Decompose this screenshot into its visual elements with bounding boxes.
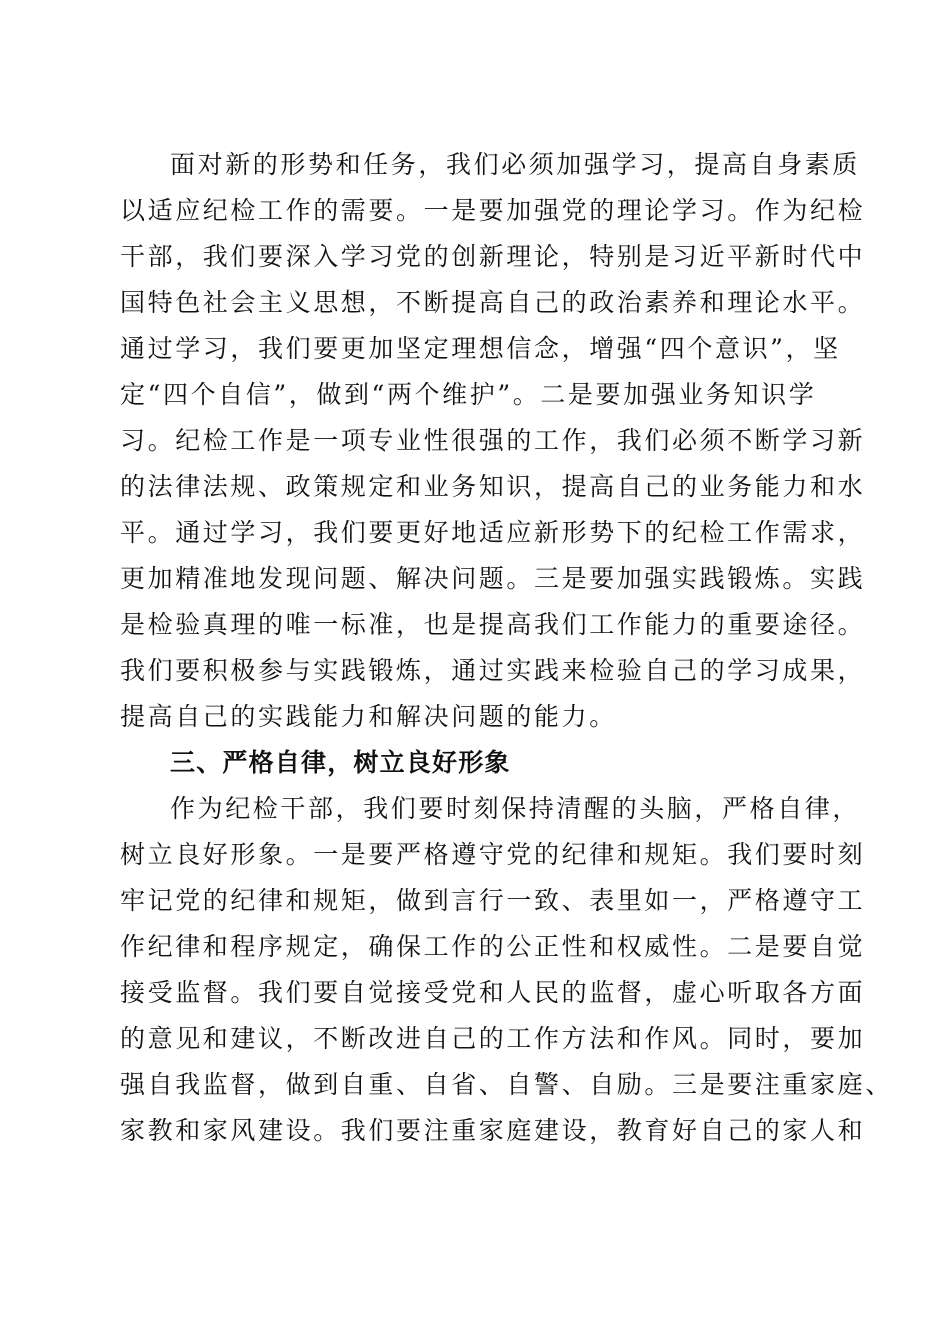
paragraph-line: 接受监督。我们要自觉接受党和人民的监督，虚心听取各方面: [120, 978, 866, 1007]
section-heading: 三、严格自律，树立良好形象: [170, 748, 511, 777]
paragraph-line: 作为纪检干部，我们要时刻保持清醒的头脑，严格自律，: [170, 794, 861, 823]
paragraph-self-discipline: [120, 786, 893, 1154]
document-body: [120, 142, 893, 1154]
paragraph-line: 更加精准地发现问题、解决问题。三是要加强实践锻炼。实践: [120, 564, 866, 593]
paragraph-line: 树立良好形象。一是要严格遵守党的纪律和规矩。我们要时刻: [120, 840, 866, 869]
paragraph-line: 是检验真理的唯一标准，也是提高我们工作能力的重要途径。: [120, 610, 866, 639]
paragraph-line: 通过学习，我们要更加坚定理想信念，增强“四个意识”，坚: [120, 334, 841, 363]
paragraph-line: 强自我监督，做到自重、自省、自警、自励。三是要注重家庭、: [120, 1070, 893, 1099]
paragraph-line: 面对新的形势和任务，我们必须加强学习，提高自身素质: [170, 150, 861, 179]
paragraph-line: 干部，我们要深入学习党的创新理论，特别是习近平新时代中: [120, 242, 866, 271]
paragraph-line: 作纪律和程序规定，确保工作的公正性和权威性。二是要自觉: [120, 932, 866, 961]
paragraph-learning: [120, 142, 866, 740]
paragraph-line: 以适应纪检工作的需要。一是要加强党的理论学习。作为纪检: [120, 196, 866, 225]
paragraph-line: 我们要积极参与实践锻炼，通过实践来检验自己的学习成果，: [120, 656, 866, 685]
paragraph-line: 牢记党的纪律和规矩，做到言行一致、表里如一，严格遵守工: [120, 886, 866, 915]
paragraph-line: 提高自己的实践能力和解决问题的能力。: [120, 702, 617, 731]
paragraph-line: 习。纪检工作是一项专业性很强的工作，我们必须不断学习新: [120, 426, 866, 455]
paragraph-line: 定“四个自信”，做到“两个维护”。二是要加强业务知识学: [120, 380, 817, 409]
paragraph-line: 平。通过学习，我们要更好地适应新形势下的纪检工作需求，: [120, 518, 866, 547]
paragraph-line: 的法律法规、政策规定和业务知识，提高自己的业务能力和水: [120, 472, 866, 501]
paragraph-line: 的意见和建议，不断改进自己的工作方法和作风。同时，要加: [120, 1024, 866, 1053]
paragraph-line: 家教和家风建设。我们要注重家庭建设，教育好自己的家人和: [120, 1116, 866, 1145]
paragraph-line: 国特色社会主义思想，不断提高自己的政治素养和理论水平。: [120, 288, 866, 317]
